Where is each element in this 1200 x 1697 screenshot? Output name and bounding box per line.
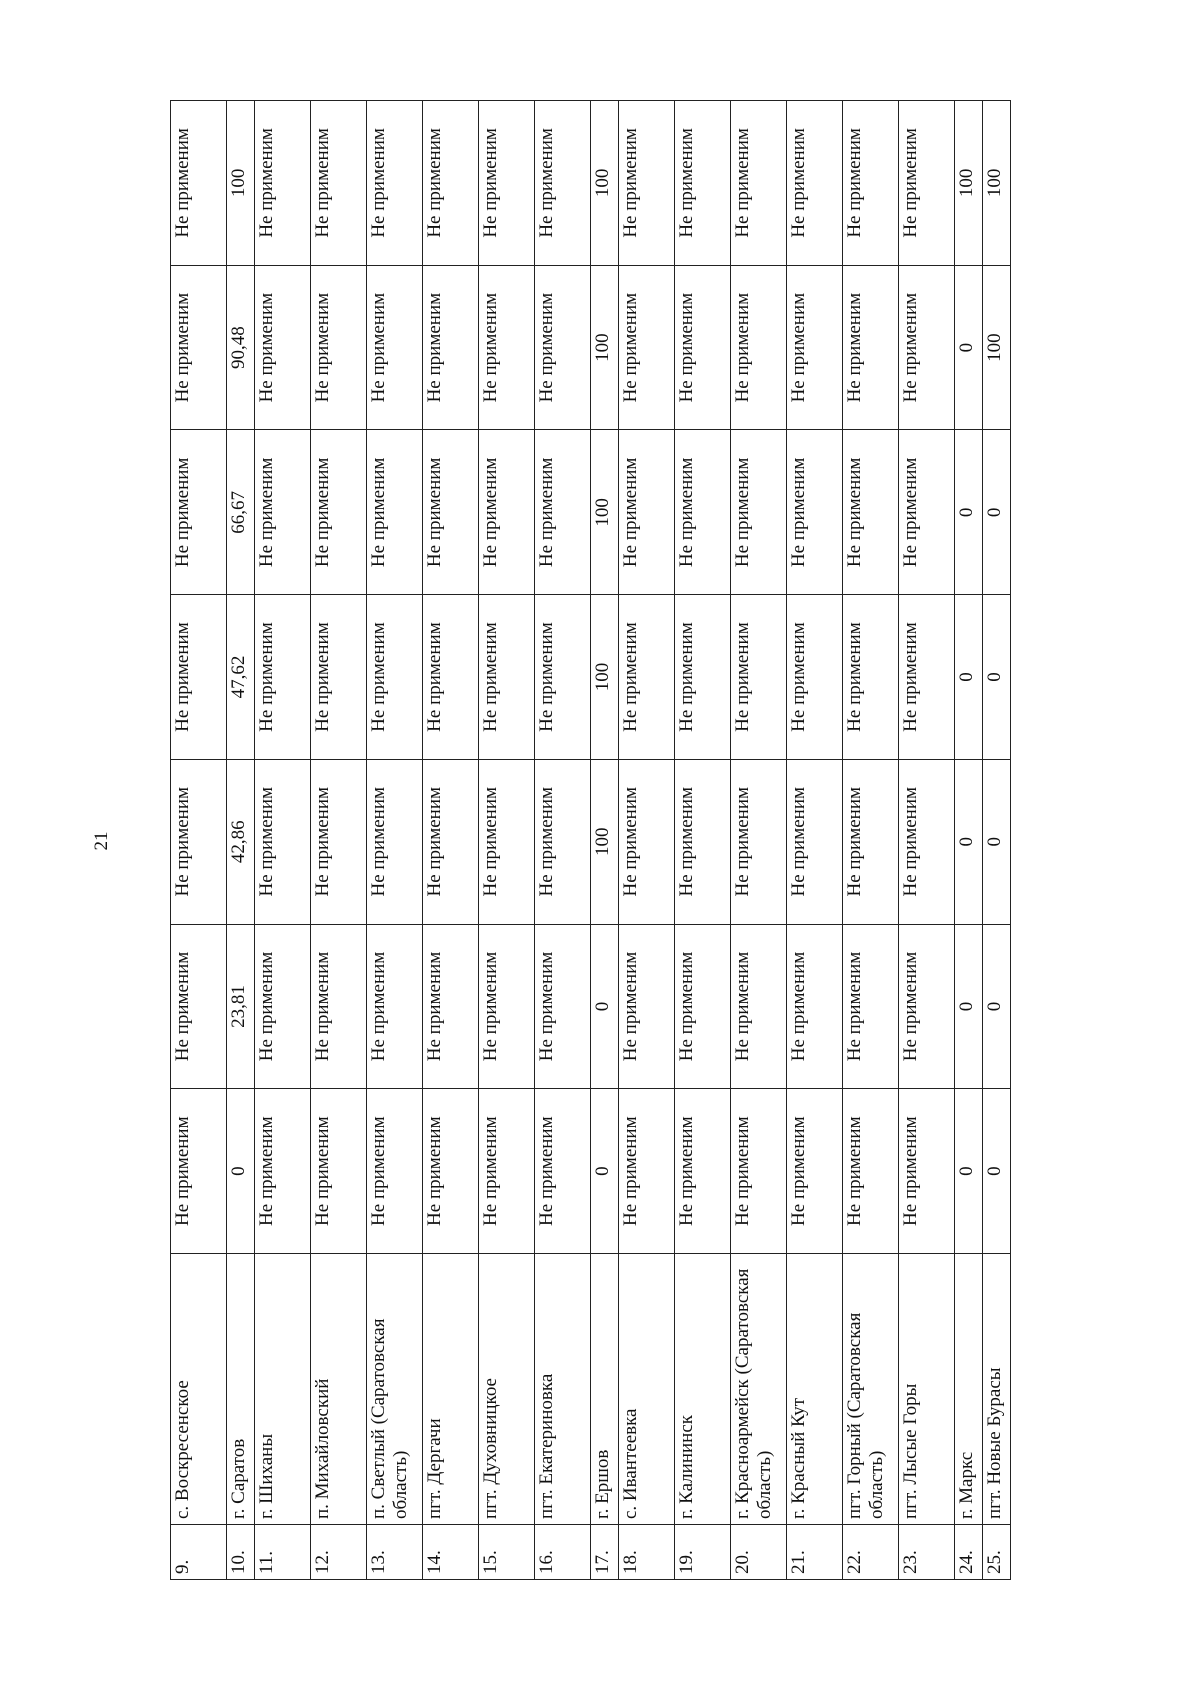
value-cell: Не применим bbox=[675, 759, 731, 924]
value-cell: 23,81 bbox=[227, 924, 255, 1089]
value-cell: 100 bbox=[983, 101, 1011, 266]
value-cell: Не применим bbox=[479, 101, 535, 266]
value-cell: Не применим bbox=[787, 1089, 843, 1254]
value-cell: Не применим bbox=[843, 101, 899, 266]
value-cell: Не применим bbox=[423, 265, 479, 430]
value-cell: Не применим bbox=[899, 759, 955, 924]
table-row bbox=[899, 101, 955, 1580]
value-cell: Не применим bbox=[367, 1089, 423, 1254]
value-cell: 100 bbox=[591, 759, 619, 924]
value-cell: Не применим bbox=[367, 430, 423, 595]
row-number: 12. bbox=[311, 1525, 367, 1580]
value-cell: 0 bbox=[955, 595, 983, 760]
settlement-name: п. Светлый (Саратовская область) bbox=[367, 1254, 423, 1525]
value-cell: Не применим bbox=[171, 759, 227, 924]
value-cell: 0 bbox=[591, 924, 619, 1089]
value-cell: Не применим bbox=[675, 595, 731, 760]
value-cell: 100 bbox=[955, 101, 983, 266]
value-cell: Не применим bbox=[311, 595, 367, 760]
value-cell: Не применим bbox=[899, 924, 955, 1089]
settlement-name: пгт. Дергачи bbox=[423, 1254, 479, 1525]
settlement-name: г. Красноармейск (Саратовская область) bbox=[731, 1254, 787, 1525]
value-cell: Не применим bbox=[899, 1089, 955, 1254]
value-cell: Не применим bbox=[311, 265, 367, 430]
value-cell: Не применим bbox=[619, 595, 675, 760]
settlement-name: г. Ершов bbox=[591, 1254, 619, 1525]
value-cell: Не применим bbox=[899, 430, 955, 595]
value-cell: Не применим bbox=[619, 101, 675, 266]
value-cell: Не применим bbox=[311, 101, 367, 266]
value-cell: Не применим bbox=[171, 101, 227, 266]
value-cell: 100 bbox=[983, 265, 1011, 430]
value-cell: Не применим bbox=[479, 1089, 535, 1254]
value-cell: 0 bbox=[983, 759, 1011, 924]
value-cell: 100 bbox=[227, 101, 255, 266]
value-cell: 47,62 bbox=[227, 595, 255, 760]
value-cell: Не применим bbox=[367, 101, 423, 266]
value-cell: Не применим bbox=[731, 265, 787, 430]
value-cell: Не применим bbox=[619, 265, 675, 430]
value-cell: Не применим bbox=[367, 759, 423, 924]
value-cell: 0 bbox=[983, 430, 1011, 595]
value-cell: Не применим bbox=[423, 101, 479, 266]
table-row bbox=[255, 101, 311, 1580]
value-cell: Не применим bbox=[731, 595, 787, 760]
value-cell: 0 bbox=[591, 1089, 619, 1254]
value-cell: Не применим bbox=[787, 924, 843, 1089]
value-cell: Не применим bbox=[619, 430, 675, 595]
value-cell: 42,86 bbox=[227, 759, 255, 924]
value-cell: Не применим bbox=[675, 265, 731, 430]
value-cell: Не применим bbox=[535, 101, 591, 266]
value-cell: Не применим bbox=[535, 595, 591, 760]
value-cell: Не применим bbox=[787, 430, 843, 595]
value-cell: Не применим bbox=[787, 595, 843, 760]
value-cell: Не применим bbox=[479, 759, 535, 924]
value-cell: Не применим bbox=[311, 430, 367, 595]
value-cell: Не применим bbox=[899, 265, 955, 430]
value-cell: Не применим bbox=[423, 924, 479, 1089]
value-cell: Не применим bbox=[311, 924, 367, 1089]
value-cell: Не применим bbox=[255, 759, 311, 924]
value-cell: Не применим bbox=[423, 430, 479, 595]
settlement-name: п. Михайловский bbox=[311, 1254, 367, 1525]
value-cell: Не применим bbox=[367, 595, 423, 760]
value-cell: Не применим bbox=[255, 265, 311, 430]
value-cell: Не применим bbox=[479, 265, 535, 430]
value-cell: 0 bbox=[955, 924, 983, 1089]
value-cell: Не применим bbox=[311, 1089, 367, 1254]
rotated-table-wrapper bbox=[170, 100, 1070, 1580]
value-cell: Не применим bbox=[675, 101, 731, 266]
value-cell: Не применим bbox=[675, 1089, 731, 1254]
row-number: 15. bbox=[479, 1525, 535, 1580]
row-number: 20. bbox=[731, 1525, 787, 1580]
page-number: 21 bbox=[91, 831, 112, 851]
value-cell: 0 bbox=[983, 1089, 1011, 1254]
row-number: 9. bbox=[171, 1525, 227, 1580]
row-number: 19. bbox=[675, 1525, 731, 1580]
value-cell: 0 bbox=[955, 759, 983, 924]
value-cell: 100 bbox=[591, 430, 619, 595]
value-cell: Не применим bbox=[423, 759, 479, 924]
value-cell: Не применим bbox=[619, 1089, 675, 1254]
value-cell: Не применим bbox=[731, 430, 787, 595]
table-row bbox=[787, 101, 843, 1580]
row-number: 16. bbox=[535, 1525, 591, 1580]
value-cell: 0 bbox=[955, 1089, 983, 1254]
settlement-name: пгт. Лысые Горы bbox=[899, 1254, 955, 1525]
value-cell: Не применим bbox=[367, 265, 423, 430]
value-cell: Не применим bbox=[171, 1089, 227, 1254]
value-cell: Не применим bbox=[787, 265, 843, 430]
value-cell: Не применим bbox=[843, 1089, 899, 1254]
value-cell: Не применим bbox=[899, 101, 955, 266]
value-cell: 0 bbox=[955, 430, 983, 595]
value-cell: 0 bbox=[227, 1089, 255, 1254]
settlement-name: г. Саратов bbox=[227, 1254, 255, 1525]
row-number: 24. bbox=[955, 1525, 983, 1580]
value-cell: Не применим bbox=[171, 265, 227, 430]
value-cell: Не применим bbox=[787, 759, 843, 924]
value-cell: Не применим bbox=[843, 430, 899, 595]
value-cell: Не применим bbox=[479, 430, 535, 595]
value-cell: Не применим bbox=[675, 430, 731, 595]
value-cell: Не применим bbox=[535, 265, 591, 430]
value-cell: Не применим bbox=[731, 101, 787, 266]
value-cell: Не применим bbox=[899, 595, 955, 760]
value-cell: 0 bbox=[983, 924, 1011, 1089]
table-row bbox=[955, 101, 983, 1580]
value-cell: 100 bbox=[591, 101, 619, 266]
value-cell: 0 bbox=[983, 595, 1011, 760]
value-cell: Не применим bbox=[255, 595, 311, 760]
value-cell: Не применим bbox=[619, 759, 675, 924]
row-number: 10. bbox=[227, 1525, 255, 1580]
value-cell: Не применим bbox=[311, 759, 367, 924]
value-cell: Не применим bbox=[479, 595, 535, 760]
value-cell: Не применим bbox=[731, 924, 787, 1089]
table-row bbox=[479, 101, 535, 1580]
row-number: 21. bbox=[787, 1525, 843, 1580]
value-cell: Не применим bbox=[535, 1089, 591, 1254]
value-cell: Не применим bbox=[787, 101, 843, 266]
value-cell: Не применим bbox=[843, 595, 899, 760]
settlement-name: г. Маркс bbox=[955, 1254, 983, 1525]
value-cell: Не применим bbox=[255, 101, 311, 266]
value-cell: Не применим bbox=[843, 759, 899, 924]
value-cell: Не применим bbox=[731, 759, 787, 924]
value-cell: Не применим bbox=[535, 924, 591, 1089]
settlements-table bbox=[170, 100, 1011, 1580]
value-cell: 100 bbox=[591, 595, 619, 760]
value-cell: 66,67 bbox=[227, 430, 255, 595]
value-cell: 90,48 bbox=[227, 265, 255, 430]
value-cell: Не применим bbox=[843, 265, 899, 430]
settlement-name: пгт. Горный (Саратовская область) bbox=[843, 1254, 899, 1525]
row-number: 11. bbox=[255, 1525, 311, 1580]
table-row bbox=[311, 101, 367, 1580]
table-row bbox=[675, 101, 731, 1580]
settlement-name: с. Ивантеевка bbox=[619, 1254, 675, 1525]
value-cell: Не применим bbox=[255, 430, 311, 595]
value-cell: Не применим bbox=[255, 1089, 311, 1254]
row-number: 14. bbox=[423, 1525, 479, 1580]
settlement-name: г. Красный Кут bbox=[787, 1254, 843, 1525]
value-cell: Не применим bbox=[367, 924, 423, 1089]
row-number: 25. bbox=[983, 1525, 1011, 1580]
table-row bbox=[843, 101, 899, 1580]
row-number: 18. bbox=[619, 1525, 675, 1580]
row-number: 13. bbox=[367, 1525, 423, 1580]
settlement-name: пгт. Духовницкое bbox=[479, 1254, 535, 1525]
settlement-name: пгт. Новые Бурасы bbox=[983, 1254, 1011, 1525]
value-cell: Не применим bbox=[171, 924, 227, 1089]
table-row bbox=[731, 101, 787, 1580]
value-cell: 0 bbox=[955, 265, 983, 430]
table-row bbox=[983, 101, 1011, 1580]
value-cell: Не применим bbox=[843, 924, 899, 1089]
value-cell: Не применим bbox=[171, 430, 227, 595]
table-row bbox=[423, 101, 479, 1580]
value-cell: Не применим bbox=[535, 759, 591, 924]
table-row bbox=[535, 101, 591, 1580]
table-row bbox=[591, 101, 619, 1580]
settlement-name: г. Калининск bbox=[675, 1254, 731, 1525]
settlement-name: г. Шиханы bbox=[255, 1254, 311, 1525]
row-number: 23. bbox=[899, 1525, 955, 1580]
value-cell: Не применим bbox=[423, 1089, 479, 1254]
value-cell: Не применим bbox=[675, 924, 731, 1089]
row-number: 17. bbox=[591, 1525, 619, 1580]
row-number: 22. bbox=[843, 1525, 899, 1580]
value-cell: Не применим bbox=[171, 595, 227, 760]
value-cell: 100 bbox=[591, 265, 619, 430]
value-cell: Не применим bbox=[535, 430, 591, 595]
settlement-name: с. Воскресенское bbox=[171, 1254, 227, 1525]
value-cell: Не применим bbox=[479, 924, 535, 1089]
value-cell: Не применим bbox=[619, 924, 675, 1089]
value-cell: Не применим bbox=[255, 924, 311, 1089]
table-row bbox=[171, 101, 227, 1580]
table-row bbox=[227, 101, 255, 1580]
settlement-name: пгт. Екатериновка bbox=[535, 1254, 591, 1525]
table-row bbox=[619, 101, 675, 1580]
value-cell: Не применим bbox=[423, 595, 479, 760]
table-row bbox=[367, 101, 423, 1580]
value-cell: Не применим bbox=[731, 1089, 787, 1254]
